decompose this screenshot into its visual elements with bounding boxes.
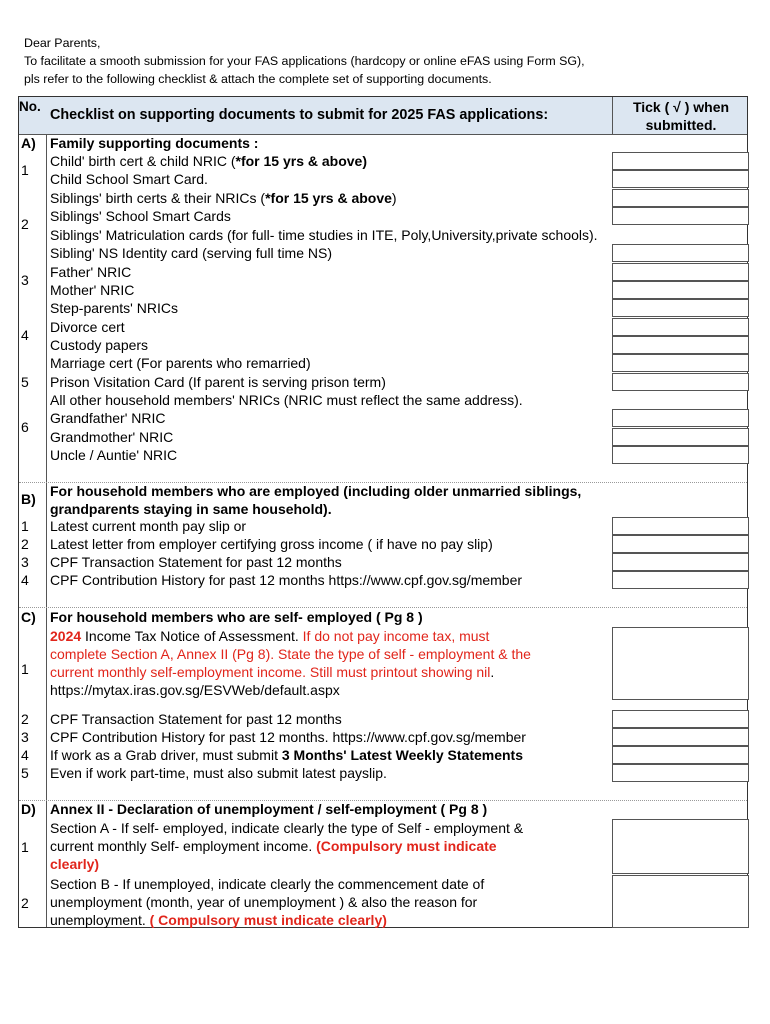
- checklist-item: Siblings' School Smart Cards: [50, 208, 231, 224]
- table-header: [19, 97, 747, 135]
- checklist-item: Custody papers: [50, 337, 149, 353]
- tick-box[interactable]: [612, 207, 749, 225]
- tick-box[interactable]: [612, 428, 749, 446]
- checklist-item: Mother' NRIC: [50, 282, 135, 298]
- tick-box[interactable]: [612, 263, 749, 281]
- item-number: 2: [21, 216, 29, 232]
- item-number: 1: [21, 518, 29, 534]
- tick-box[interactable]: [612, 336, 749, 354]
- checklist-table: [18, 96, 748, 928]
- header-tick-line-1: Tick ( √ ) when: [632, 99, 730, 115]
- tick-box[interactable]: [612, 517, 749, 535]
- section-b-title-line-1: For household members who are employed (including older unmarried siblings,: [50, 483, 582, 499]
- item-number: 1: [21, 162, 29, 178]
- tick-box[interactable]: [612, 318, 749, 336]
- tick-box[interactable]: [612, 373, 749, 391]
- tick-box[interactable]: [612, 244, 749, 262]
- item-number: 3: [21, 272, 29, 288]
- tick-box[interactable]: [612, 189, 749, 207]
- section-a-label: A): [21, 135, 36, 151]
- tick-box[interactable]: [612, 535, 749, 553]
- item-number: 6: [21, 419, 29, 435]
- checklist-item: Latest current month pay slip or: [50, 518, 247, 534]
- item-number: 2: [21, 895, 29, 911]
- item-number: 4: [21, 747, 29, 763]
- item-number: 4: [21, 572, 29, 588]
- greeting: Dear Parents,: [24, 36, 101, 50]
- checklist-item: If work as a Grab driver, must submit 3 Months' Latest Weekly Statements: [50, 747, 523, 763]
- section-c-label: C): [21, 609, 36, 625]
- header-tick-line-2: submitted.: [645, 117, 717, 133]
- intro-line-2: To facilitate a smooth submission for your FAS applications (hardcopy or online eFAS using Form SG),: [24, 54, 585, 68]
- checklist-item: Siblings' Matriculation cards (for full- time studies in ITE, Poly,University,private schools).: [50, 227, 598, 243]
- checklist-item: CPF Contribution History for past 12 months. https://www.cpf.gov.sg/member: [50, 729, 526, 745]
- section-a-title: Family supporting documents :: [50, 135, 259, 151]
- checklist-item: clearly): [50, 856, 100, 872]
- tick-box[interactable]: [612, 409, 749, 427]
- item-number: 5: [21, 374, 29, 390]
- header-no: No.: [19, 99, 41, 114]
- checklist-item: All other household members' NRICs (NRIC must reflect the same address).: [50, 392, 523, 408]
- checklist-item: Grandmother' NRIC: [50, 429, 174, 445]
- item-number: 1: [21, 661, 29, 677]
- tick-box[interactable]: [612, 875, 749, 928]
- tick-box[interactable]: [612, 152, 749, 170]
- checklist-item: complete Section A, Annex II (Pg 8). State the type of self - employment & the: [50, 646, 531, 662]
- section-b-title-line-2: grandparents staying in same household).: [50, 501, 332, 517]
- header-title: Checklist on supporting documents to submit for 2025 FAS applications:: [50, 107, 549, 123]
- tick-box[interactable]: [612, 553, 749, 571]
- tick-box[interactable]: [612, 819, 749, 874]
- checklist-item: Section B - If unemployed, indicate clearly the commencement date of: [50, 876, 485, 892]
- item-number: 1: [21, 839, 29, 855]
- checklist-item: current monthly self-employment income. Still must printout showing nil.: [50, 664, 495, 680]
- checklist-item: 2024 Income Tax Notice of Assessment. If do not pay income tax, must: [50, 628, 490, 644]
- tick-box[interactable]: [612, 170, 749, 188]
- tick-box[interactable]: [612, 764, 749, 782]
- tick-box[interactable]: [612, 281, 749, 299]
- blank-row: [19, 782, 747, 801]
- intro-line-3: pls refer to the following checklist & attach the complete set of supporting documents.: [24, 72, 492, 86]
- checklist-item: CPF Contribution History for past 12 months https://www.cpf.gov.sg/member: [50, 572, 523, 588]
- tick-box[interactable]: [612, 571, 749, 589]
- checklist-item: unemployment. ( Compulsory must indicate clearly): [50, 912, 387, 928]
- checklist-item: Uncle / Auntie' NRIC: [50, 447, 178, 463]
- item-number: 3: [21, 554, 29, 570]
- checklist-item: CPF Transaction Statement for past 12 months: [50, 554, 342, 570]
- item-number: 2: [21, 536, 29, 552]
- tick-box[interactable]: [612, 746, 749, 764]
- item-number: 5: [21, 765, 29, 781]
- intro-text: [24, 34, 585, 88]
- checklist-item: Siblings' birth certs & their NRICs (*for 15 yrs & above): [50, 190, 397, 206]
- checklist-item: Child School Smart Card.: [50, 171, 208, 187]
- section-d-label: D): [21, 801, 36, 817]
- checklist-item: Step-parents' NRICs: [50, 300, 178, 316]
- checklist-item: Grandfather' NRIC: [50, 410, 166, 426]
- column-divider: [46, 134, 47, 927]
- checklist-item: Even if work part-time, must also submit latest payslip.: [50, 765, 387, 781]
- section-d-title: Annex II - Declaration of unemployment / self-employment ( Pg 8 ): [50, 801, 488, 817]
- checklist-item: current monthly Self- employment income. (Compulsory must indicate: [50, 838, 497, 854]
- tick-box[interactable]: [612, 354, 749, 372]
- header-tick: [612, 97, 749, 134]
- tick-box[interactable]: [612, 299, 749, 317]
- tick-box[interactable]: [612, 710, 749, 728]
- blank-row: [19, 464, 747, 483]
- checklist-item: Marriage cert (For parents who remarried): [50, 355, 311, 371]
- checklist-item: Prison Visitation Card (If parent is serving prison term): [50, 374, 386, 390]
- checklist-item: CPF Transaction Statement for past 12 months: [50, 711, 342, 727]
- section-c-title: For household members who are self- employed ( Pg 8 ): [50, 609, 423, 625]
- checklist-item: Section A - If self- employed, indicate clearly the type of Self - employment &: [50, 820, 524, 836]
- item-number: 4: [21, 327, 29, 343]
- checklist-item: Sibling' NS Identity card (serving full time NS): [50, 245, 332, 261]
- checklist-item: unemployment (month, year of unemployment ) & also the reason for: [50, 894, 478, 910]
- blank-row: [19, 589, 747, 608]
- checklist-item: Father' NRIC: [50, 264, 132, 280]
- tick-box[interactable]: [612, 627, 749, 700]
- tick-box[interactable]: [612, 446, 749, 464]
- section-b-label: B): [21, 491, 36, 507]
- checklist-item: https://mytax.iras.gov.sg/ESVWeb/default.aspx: [50, 682, 340, 698]
- checklist-item: Latest letter from employer certifying gross income ( if have no pay slip): [50, 536, 493, 552]
- checklist-item: Divorce cert: [50, 319, 125, 335]
- item-number: 2: [21, 711, 29, 727]
- tick-box[interactable]: [612, 728, 749, 746]
- checklist-item: Child' birth cert & child NRIC (*for 15 yrs & above): [50, 153, 367, 169]
- item-number: 3: [21, 729, 29, 745]
